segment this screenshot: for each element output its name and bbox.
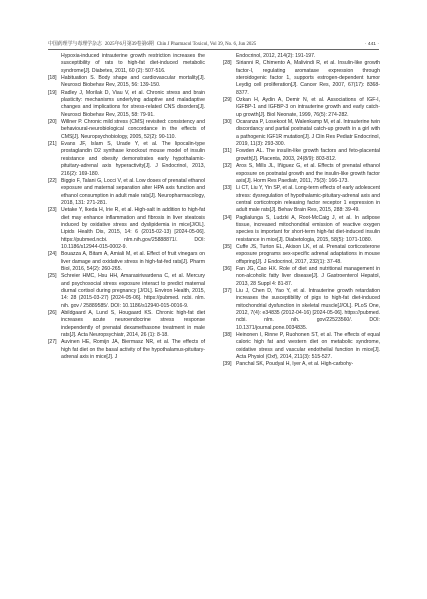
issue-info-cn: 2025年6月第39卷第6期 [104,42,154,47]
reference-entry [223,361,380,368]
reference-entry [48,273,205,310]
reference-text: Cuffe JS, Turton EL, Akison LK, et al. Prenatal corticosterone exposure programs sex-specific adrenal adaptations in mouse offspring[J]. J Endocrinol, 2017, 232(1): 37-48. [236,243,380,265]
reference-entry [48,53,205,75]
reference-number: [31] [223,148,232,155]
reference-number: [28] [223,60,232,67]
reference-entry [48,178,205,207]
reference-text: Fowden AL. The insulin-like growth factors and feto-placental growth[J]. Placenta, 2003, 24(8/9): 803-812. [236,148,380,162]
reference-text: Aros S, Mills JL, Iñiguez G, et al. Effects of prenatal ethanol exposure on postnatal growth and the insulin-like growth factor axis[J]. Horm Res Paediatr, 2011, 75(3): 166-173. [236,163,380,184]
reference-text: Fan JG, Cao HX. Role of diet and nutritional management in non-alcoholic fatty liver disease[J]. J Gastroenterol Hepatol, 2013, 28 Suppl 4: 81-87. [236,265,380,287]
reference-number: [25] [48,273,57,280]
reference-entry [223,185,380,214]
running-header [48,41,379,48]
reference-text: Sirianni R, Chimento A, Malivindi R, et al. Insulin-like growth factor-I, regulating aromatase expression through steroidogenic factor 1, supports estrogen-dependent tumor Leydig cell proliferation[J]. Cancer Res, 2007, 67(17): 8368-8377. [236,60,380,96]
reference-number: [18] [48,75,57,82]
reference-text: Li CT, Liu Y, Yin SP, et al. Long-term effects of early adolescent stress: dysregulation of hypothalamic-pituitary-adrenal axis and central corticotropin releasing factor receptor 1 expression in adult male rats[J]. Behav Brain Res, 2015, 288: 39-49. [236,185,380,214]
reference-text: Paglialunga S, Ludzki A, Root-McCaig J, et al. In adipose tissue, increased mitochondrial emission of reactive oxygen species is important for short-term high-fat diet-induced insulin resistance in mice[J]. Diabetologia, 2015, 58(5): 1071-1080. [236,214,380,243]
reference-text: Radley J, Morilak D, Viau V, et al. Chronic stress and brain plasticity: mechanisms underlying adaptive and maladaptive changes and implications for stress-related CNS disorders[J]. Neurosci Biobehav Rev, 2015, 58: 79-91. [61,89,205,118]
reference-number: [35] [223,243,232,250]
reference-entry [223,60,380,97]
reference-text: Panchal SK, Poudyal H, Iyer A, et al. High-carbohy- [236,361,354,368]
reference-text: Habituation S. Body shape and cardiovascular mortality[J]. Neurosci Biobehav Rev, 2015, 56: 139-150. [61,75,205,89]
reference-text: Ozkan H, Aydin A, Demir N, et al. Associations of IGF-I, IGFBP-1 and IGFBP-3 on intrauterine growth and early catch-up growth[J]. Biol Neonate, 1999, 76(5): 274-282. [236,97,380,118]
reference-number: [24] [48,251,57,258]
reference-entry [48,310,205,339]
reference-number: [20] [48,119,57,126]
reference-text: Bouazza A, Bitam A, Amiali M, et al. Effect of fruit vinegars on liver damage and oxidative stress in high-fat-fed rats[J]. Pharm Biol, 2016, 54(2): 260-265. [61,251,205,272]
reference-number: [38] [223,332,232,339]
reference-entry [223,119,380,148]
reference-entry [48,119,205,141]
reference-text: Auvinen HE, Romijn JA, Biermasz NR, et al. The effects of high fat diet on the basal activity of the hypothalamus-pituitary-adrenal axis in mice[J]. J [61,339,205,361]
reference-entry [223,332,380,361]
references-right-column [223,53,380,369]
page-number: · 441 · [364,42,379,47]
reference-entry [223,148,380,163]
reference-entry [48,141,205,178]
reference-number: [32] [223,163,232,170]
reference-entry [223,288,380,332]
reference-number: [22] [48,177,57,184]
reference-entry [223,97,380,119]
reference-number: [21] [48,141,57,148]
reference-text: Willner P. Chronic mild stress (CMS) revisited: consistency and behavioural-neurobiological concordance in the effects of CMS[J]. Neuropsychobiology, 2005, 52(2): 90-110. [61,119,205,140]
reference-text: Liu J, Chen D, Yao Y, et al. Intrauterine growth retardation increases the susceptibility of pigs to high-fat diet-induced mitochondrial dysfunction in skeletal muscle[J/OL]. PLoS One, 2012, 7(4): e34835 (2012-04-16) [2024-05-06]. https://pubmed. ncbi. nlm. nih. gov/22523560/. DOI: 10.1371/journal.pone.0034835. [236,288,380,331]
reference-text: Schreier HMC, Hsu HH, Amarasiriwardena C, et al. Mercury and psychosocial stress exposure interact to predict maternal diurnal cortisol during pregnancy [J/OL]. Environ Health, 2015, 14: 28 (2015-03-27) [2024-05-06]. https://pubmed. ncbi. nlm. nih. gov / 25889585/. DOI: 10.1186/s12940-015-0016-9. [61,273,205,309]
reference-entry [48,207,205,251]
reference-number: [39] [223,361,232,368]
reference-number: [19] [48,89,57,96]
reference-entry [223,163,380,185]
reference-text: Abildgaard A, Lund S, Hougaard KS. Chronic high-fat diet increases acute neuroendocrine stress response independently of prenatal dexamethasone treatment in male rats[J]. Acta Neuropsychiatr, 2014, 26 (1): 8-18. [61,310,205,339]
reference-number: [27] [48,339,57,346]
reference-entry [48,90,205,119]
reference-entry [223,53,380,60]
reference-number: [26] [48,310,57,317]
journal-title-cn: 中国药理学与毒理学杂志 [48,42,102,47]
header-rule [48,49,379,50]
reference-entry [48,339,205,361]
reference-text: Heinonen I, Rinne P, Ruohonen ST, et al. The effects of equal caloric high fat and western diet on metabolic syndrome, oxidative stress and vascular endothelial function in mice[J]. Acta Physiol (Oxf), 2014, 211(3): 515-527. [236,332,380,361]
journal-title-en: Chin J Pharmacol Toxicol, Vol 39, No. 6, Jun 2025 [156,42,257,47]
reference-text: Evans JF, Islam S, Urade Y, et al. The lipocalin-type prostaglandin D2 synthase knockout mouse model of insulin resistance and obesity demonstrates early hypothalamic-pituitary-adrenal axis hyperactivity[J]. J Endocrinol, 2013, 216(2): 169-180. [61,141,205,177]
header-left [48,41,256,48]
reference-number: [29] [223,97,232,104]
reference-number: [33] [223,185,232,192]
reference-text: Hypoxia-induced intrauterine growth restriction increases the susceptibility of rats to high-fat diet-induced metabolic syndrome[J]. Diabetes, 2011, 60 (2): 507-516. [61,53,205,74]
reference-text: Endocrinol, 2012, 214(2): 191-197. [236,53,316,59]
reference-number: [34] [223,214,232,221]
reference-entry [223,215,380,244]
reference-entry [48,75,205,90]
reference-entry [48,251,205,273]
reference-text: Uetake Y, Ikeda H, Irie R, et al. High-salt in addition to high-fat diet may enhance inflammation and fibrosis in liver steatosis induced by oxidative stress and dyslipidemia in mice[J/OL]. Lipids Health Dis, 2015, 14: 6 (2015-02-13) [2024-05-06]. https://pubmed.ncbi. nlm.nih.gov/25888871/. DOI: 10.1186/s12944-015-0002-9. [61,207,205,250]
reference-entry [223,266,380,288]
reference-number: [23] [48,207,57,214]
reference-number: [30] [223,119,232,126]
references-left-column [48,53,205,361]
reference-number: [37] [223,288,232,294]
reference-number: [36] [223,265,232,272]
reference-text: Biggio F, Talani G, Locci V, et al. Low doses of prenatal ethanol exposure and maternal separation alter HPA axis function and ethanol consumption in adult male rats[J]. Neuropharmacology, 2018, 131: 271-281. [61,177,205,206]
reference-entry [223,244,380,266]
reference-text: Ocaranza P, Losekoot M, Walenkamp M, et al. Intrauterine twin discordancy and partial postnatal catch-up growth in a girl with a pathogenic IGF1R mutation[J]. J Clin Res Pediatr Endocrinol, 2019, 11(3): 293-300. [236,119,380,148]
